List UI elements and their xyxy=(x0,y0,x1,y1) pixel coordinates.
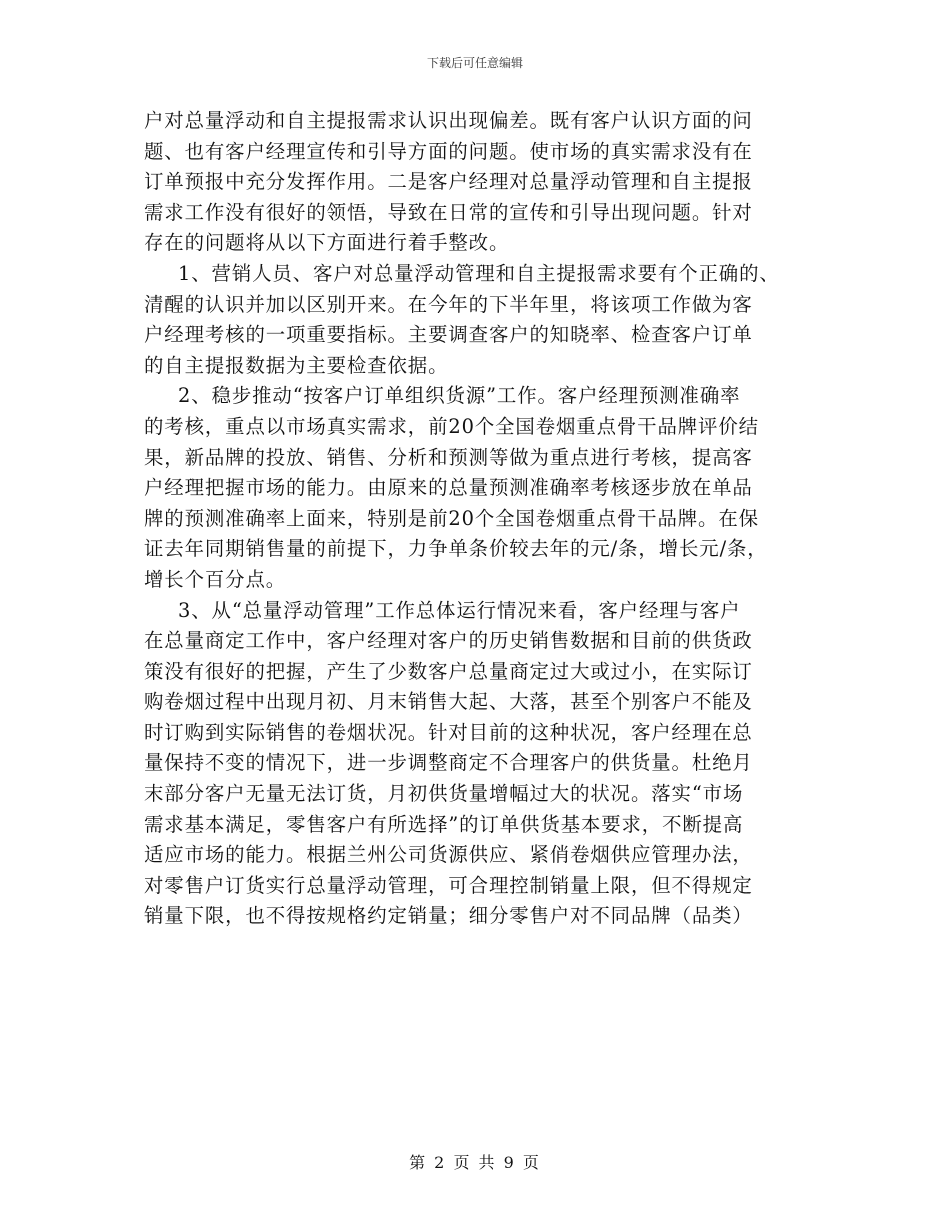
text-line: 的考核，重点以市场真实需求，前20个全国卷烟重点骨干品牌评价结 xyxy=(144,414,759,438)
page-footer: 第 2 页 共 9 页 xyxy=(409,1153,541,1172)
text-line: 需求工作没有很好的领悟，导致在日常的宣传和引导出现问题。针对 xyxy=(144,200,753,224)
text-line: 销量下限，也不得按规格约定销量；细分零售户对不同品牌（品类） xyxy=(144,904,753,928)
text-line: 题、也有客户经理宣传和引导方面的问题。使市场的真实需求没有在 xyxy=(144,139,753,163)
text-line: 订单预报中充分发挥作用。二是客户经理对总量浮动管理和自主提报 xyxy=(144,170,753,194)
text-line: 量保持不变的情况下，进一步调整商定不合理客户的供货量。杜绝月 xyxy=(144,751,753,775)
text-line: 适应市场的能力。根据兰州公司货源供应、紧俏卷烟供应管理办法， xyxy=(144,843,753,867)
document-body xyxy=(144,106,824,932)
text-line: 户经理把握市场的能力。由原来的总量预测准确率考核逐步放在单品 xyxy=(144,476,753,500)
text-line: 在总量商定工作中，客户经理对客户的历史销售数据和目前的供货政 xyxy=(144,629,753,653)
text-line: 2、稳步推动“按客户订单组织货源”工作。客户经理预测准确率 xyxy=(178,384,741,408)
text-line: 增长个百分点。 xyxy=(144,567,287,591)
text-line: 的自主提报数据为主要检查依据。 xyxy=(144,353,449,377)
page-header: 下载后可任意编辑 xyxy=(426,56,523,70)
text-line: 1、营销人员、客户对总量浮动管理和自主提报需求要有个正确的、 xyxy=(178,261,780,285)
text-line: 证去年同期销售量的前提下，力争单条价较去年的元/条，增长元/条， xyxy=(144,537,768,561)
text-line: 策没有很好的把握，产生了少数客户总量商定过大或过小，在实际订 xyxy=(144,659,753,683)
text-line: 清醒的认识并加以区别开来。在今年的下半年里，将该项工作做为客 xyxy=(144,292,753,316)
text-line: 牌的预测准确率上面来，特别是前20个全国卷烟重点骨干品牌。在保 xyxy=(144,506,759,530)
text-line: 购卷烟过程中出现月初、月末销售大起、大落，甚至个别客户不能及 xyxy=(144,690,753,714)
text-line: 存在的问题将从以下方面进行着手整改。 xyxy=(144,231,510,255)
text-line: 户经理考核的一项重要指标。主要调查客户的知晓率、检查客户订单 xyxy=(144,323,753,347)
text-line: 果，新品牌的投放、销售、分析和预测等做为重点进行考核，提高客 xyxy=(144,445,753,469)
text-line: 户对总量浮动和自主提报需求认识出现偏差。既有客户认识方面的问 xyxy=(144,109,753,132)
text-line: 末部分客户无量无法订货，月初供货量增幅过大的状况。落实“市场 xyxy=(144,782,744,806)
text-line: 3、从“总量浮动管理”工作总体运行情况来看，客户经理与客户 xyxy=(178,598,741,622)
text-line: 时订购到实际销售的卷烟状况。针对目前的这种状况，客户经理在总 xyxy=(144,720,753,744)
text-line: 对零售户订货实行总量浮动管理，可合理控制销量上限，但不得规定 xyxy=(144,873,753,897)
text-line: 需求基本满足，零售客户有所选择”的订单供货基本要求，不断提高 xyxy=(144,812,744,836)
